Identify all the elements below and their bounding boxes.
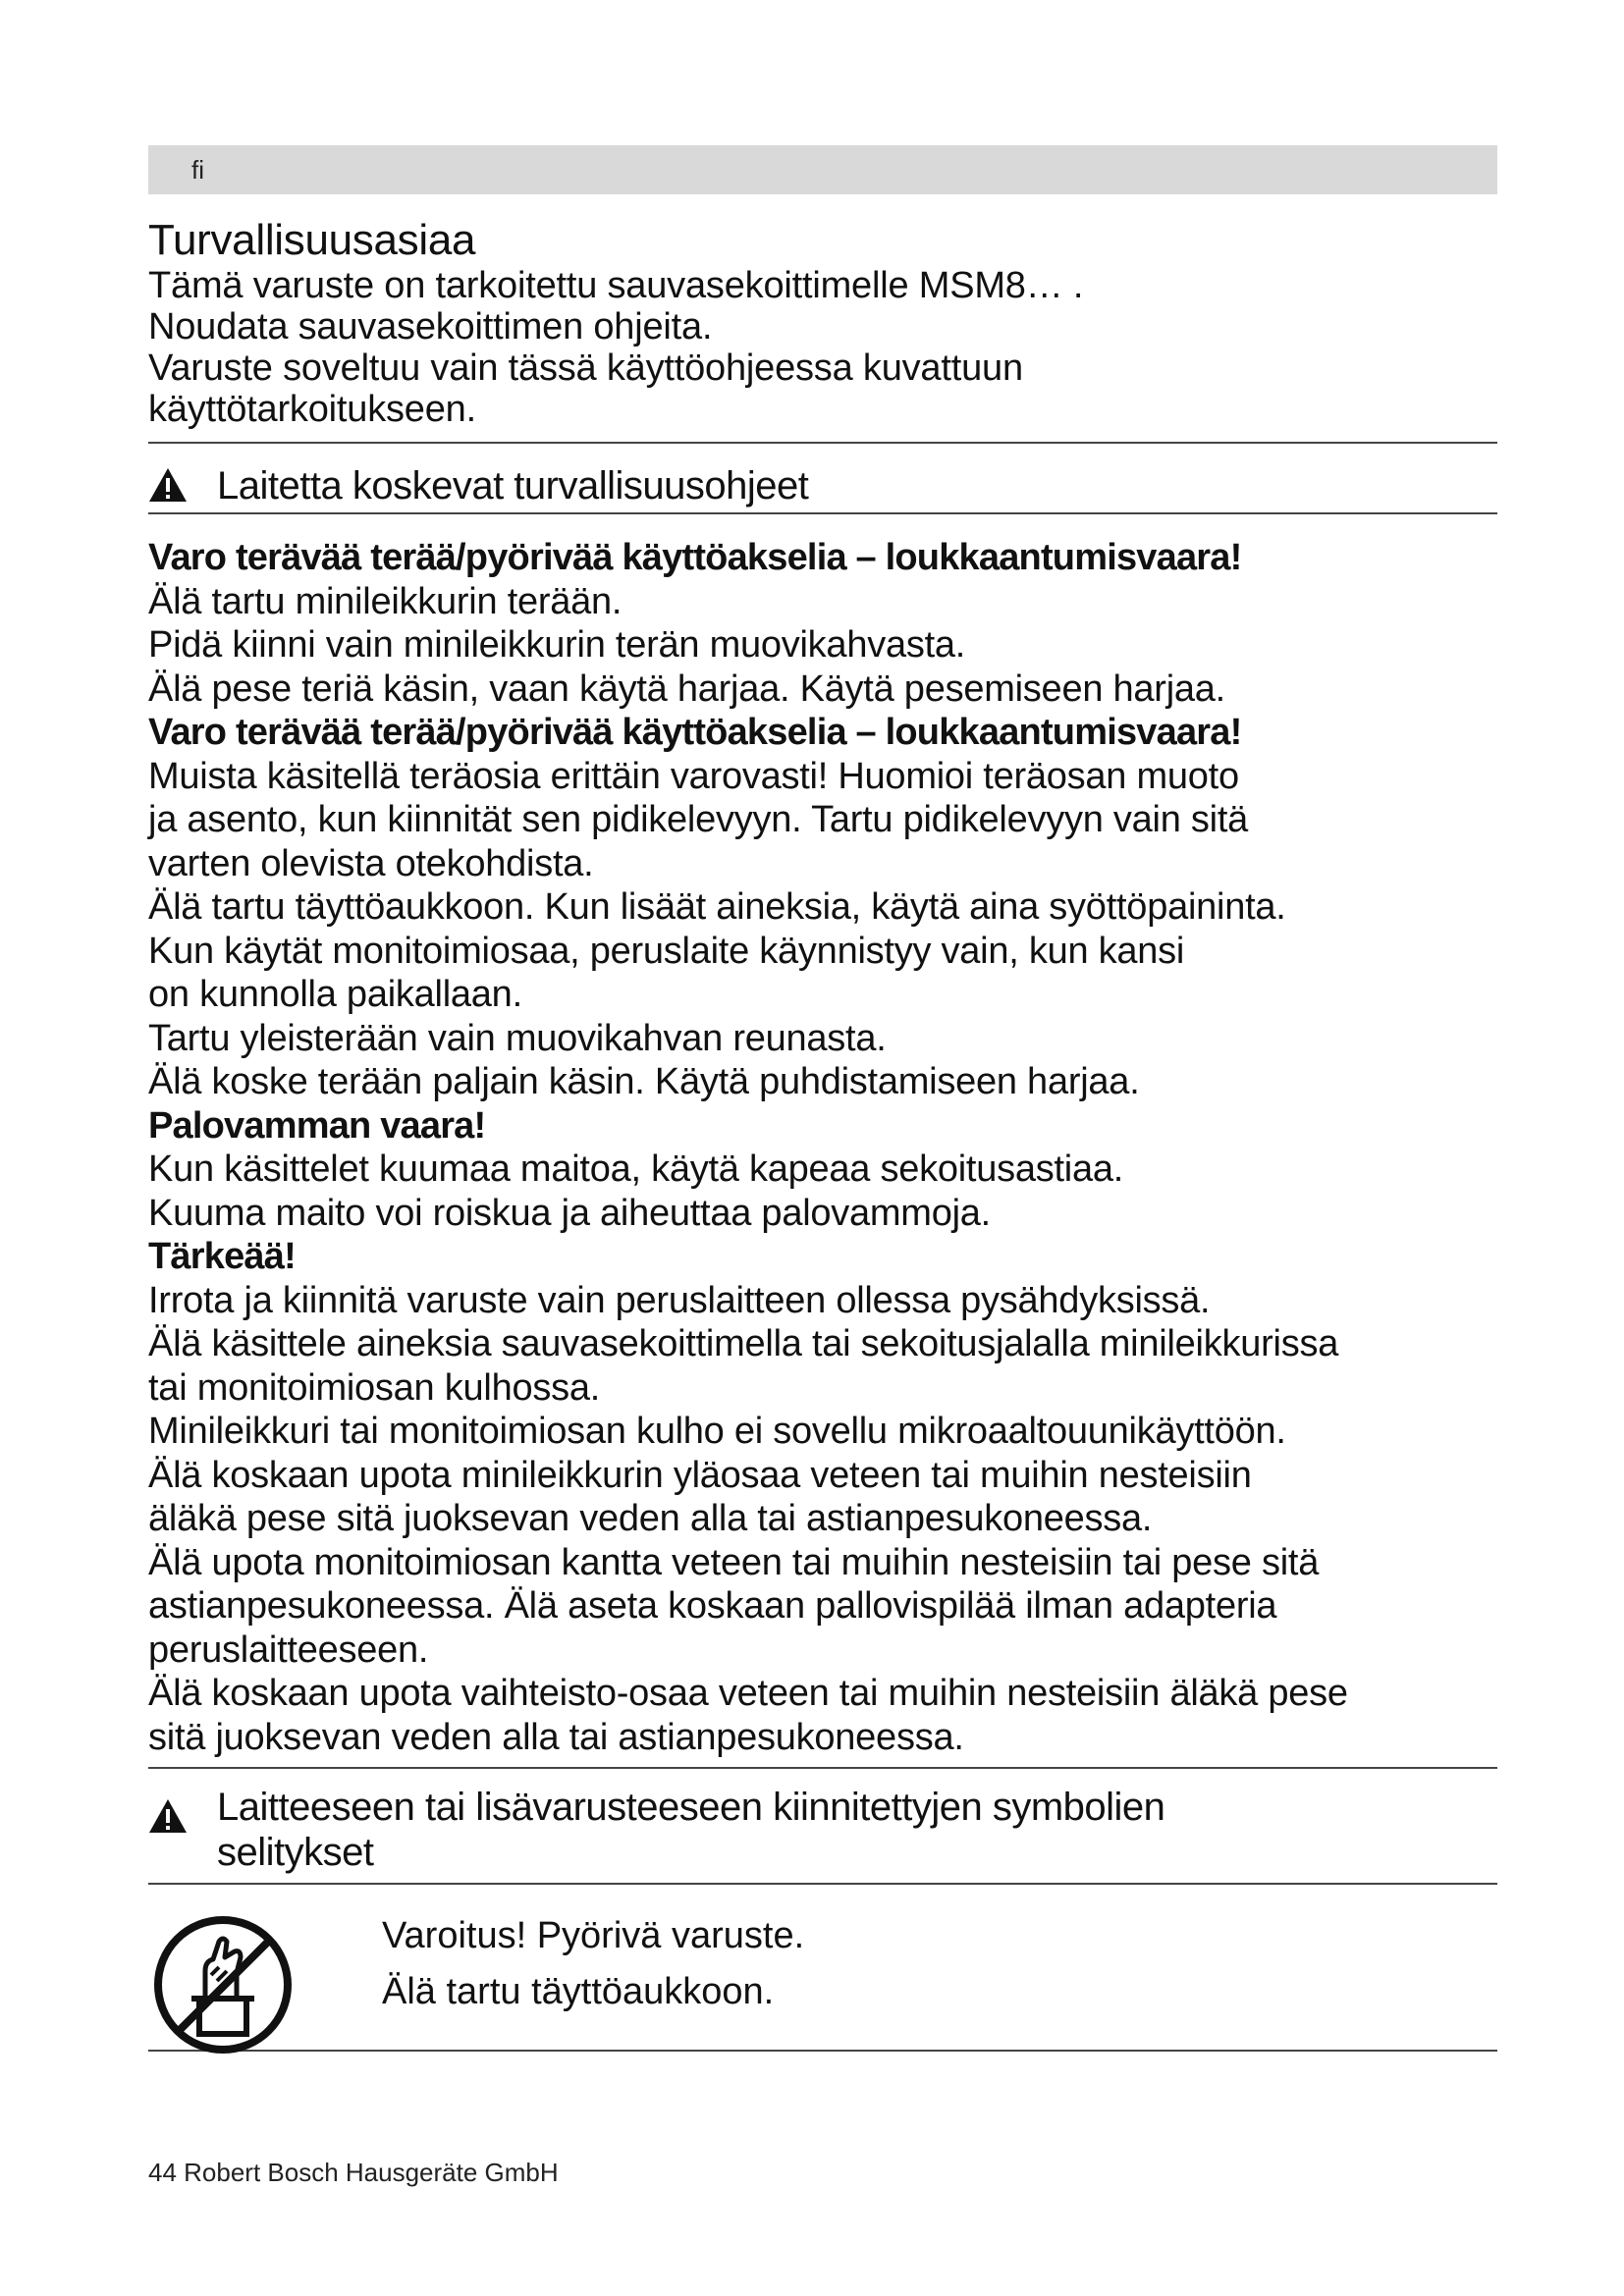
rule-line: Älä koske terään paljain käsin. Käytä puhdistamiseen harjaa. [148, 1061, 1140, 1102]
rule-line: Pidä kiinni vain minileikkurin terän muovikahvasta. [148, 624, 966, 666]
section-heading-text [217, 1785, 1164, 1875]
intro-text [148, 265, 1497, 430]
rule-line: peruslaitteeseen. [148, 1629, 429, 1671]
section-heading-symbols [148, 1769, 1497, 1883]
rule-line: Älä pese teriä käsin, vaan käytä harjaa. Käytä pesemiseen harjaa. [148, 667, 1225, 710]
no-hand-in-feed-tube-icon [150, 1912, 296, 2057]
symbol-line: Älä tartu täyttöaukkoon. [382, 1971, 775, 2012]
rule-line: Älä tartu minileikkurin terään. [148, 580, 623, 622]
rule-line: äläkä pese sitä juoksevan veden alla tai astianpesukoneessa. [148, 1498, 1153, 1539]
rule-line: Älä käsittele aineksia sauvasekoittimella tai sekoitusjalalla minileikkurissa [148, 1323, 1339, 1364]
warning-triangle-icon [148, 467, 188, 503]
language-code: fi [191, 154, 204, 185]
rule-line: Muista käsitellä teräosia erittäin varovasti! Huomioi teräosan muoto [148, 755, 1239, 797]
rule-line: Älä koskaan upota vaihteisto-osaa veteen tai muihin nesteisiin äläkä pese [148, 1673, 1348, 1714]
section-heading-safety [148, 444, 1497, 512]
heading-line: selitykset [217, 1831, 374, 1874]
rule-line: tai monitoimiosan kulhossa. [148, 1366, 601, 1409]
warning-line: Palovamman vaara! [148, 1104, 486, 1147]
rule-line: sitä juoksevan veden alla tai astianpesukoneessa. [148, 1716, 964, 1758]
rule-line: Minileikkuri tai monitoimiosan kulho ei sovellu mikroaaltouunikäyttöön. [148, 1411, 1286, 1452]
rule-line: Kuuma maito voi roiskua ja aiheuttaa palovammoja. [148, 1192, 991, 1234]
section-heading-text: Laitetta koskevat turvallisuusohjeet [217, 464, 809, 507]
rule-line: Irrota ja kiinnitä varuste vain peruslaitteen ollessa pysähdyksissä. [148, 1279, 1211, 1321]
rule-line: ja asento, kun kiinnität sen pidikelevyyn. Tartu pidikelevyyn vain sitä [148, 799, 1249, 840]
rule-line: varten olevista otekohdista. [148, 842, 594, 884]
intro-line: Tämä varuste on tarkoitettu sauvasekoittimelle MSM8… . [148, 265, 1084, 306]
rule-line: Tartu yleisterään vain muovikahvan reunasta. [148, 1017, 887, 1059]
safety-rules [148, 514, 1497, 1759]
page-footer: 44 Robert Bosch Hausgeräte GmbH [148, 2158, 559, 2187]
rule-line: Kun käytät monitoimiosaa, peruslaite käynnistyy vain, kun kansi [148, 930, 1185, 972]
warning-line: Varo terävää terää/pyörivää käyttöakselia – loukkaantumisvaara! [148, 712, 1242, 753]
page-title: Turvallisuusasiaa [148, 216, 476, 264]
intro-line: Varuste soveltuu vain tässä käyttöohjeessa kuvattuun [148, 347, 1023, 389]
rule-line: on kunnolla paikallaan. [148, 974, 522, 1015]
warning-triangle-icon [148, 1798, 188, 1834]
rule-line: Kun käsittelet kuumaa maitoa, käytä kapeaa sekoitusastiaa. [148, 1148, 1124, 1190]
symbol-explanation-row [148, 1885, 1497, 2050]
intro-line: Noudata sauvasekoittimen ohjeita. [148, 306, 713, 347]
language-bar [148, 145, 1497, 194]
symbol-line: Varoitus! Pyörivä varuste. [382, 1915, 805, 1956]
manual-page [148, 145, 1497, 2052]
rule-line: astianpesukoneessa. Älä aseta koskaan pallovispilää ilman adapteria [148, 1585, 1277, 1627]
heading-line: Laitteeseen tai lisävarusteeseen kiinnitettyjen symbolien [217, 1786, 1165, 1829]
symbol-description [382, 1885, 804, 2020]
intro-line: käyttötarkoitukseen. [148, 389, 476, 430]
divider [148, 2050, 1497, 2052]
warning-line: Varo terävää terää/pyörivää käyttöakselia – loukkaantumisvaara! [148, 537, 1242, 578]
rule-line: Älä tartu täyttöaukkoon. Kun lisäät aineksia, käytä aina syöttöpaininta. [148, 886, 1286, 928]
rule-line: Älä koskaan upota minileikkurin yläosaa veteen tai muihin nesteisiin [148, 1454, 1252, 1496]
rule-line: Älä upota monitoimiosan kantta veteen tai muihin nesteisiin tai pese sitä [148, 1541, 1320, 1583]
warning-line: Tärkeää! [148, 1236, 296, 1277]
